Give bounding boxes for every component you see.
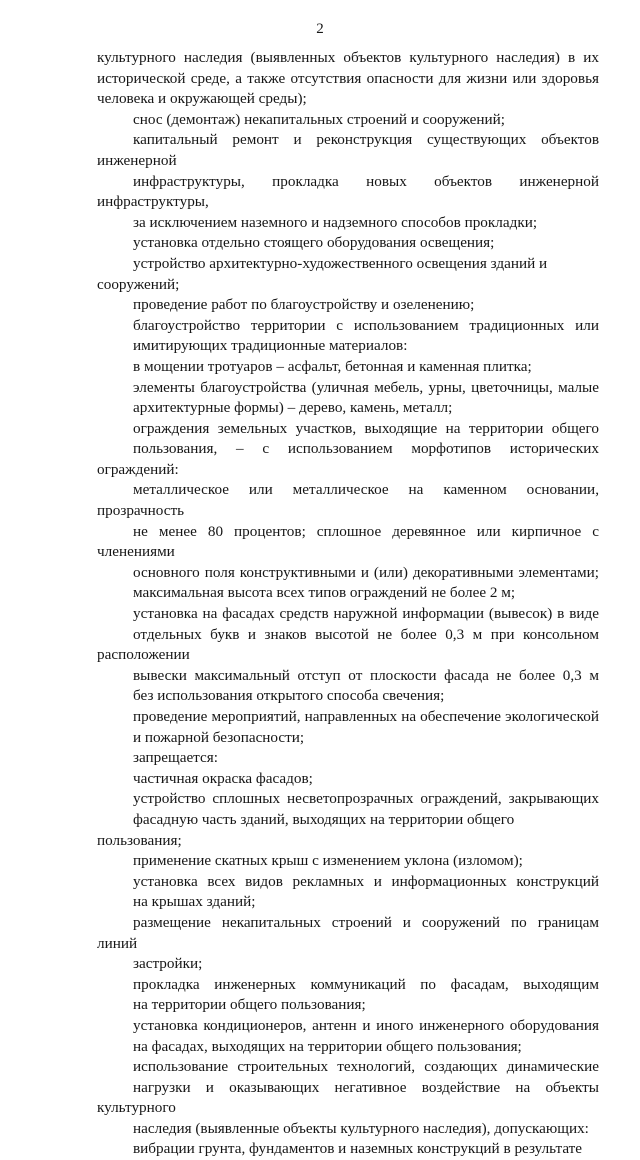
text-line: размещение некапитальных строений и сооружений по границам линий: [97, 913, 599, 952]
paragraph: [97, 604, 599, 707]
text-line: основного поля конструктивными и (или) декоративными элементами;: [133, 563, 599, 581]
paragraph: [97, 130, 599, 233]
text-line: прокладка инженерных коммуникаций по фасадам, выходящим: [133, 975, 599, 993]
paragraph: [97, 707, 599, 748]
text-line: в мощении тротуаров – асфальт, бетонная и каменная плитка;: [133, 357, 532, 375]
text-line: архитектурные формы) – дерево, камень, металл;: [133, 399, 453, 417]
text-line: фасадную часть зданий, выходящих на территории общего пользования;: [97, 810, 515, 849]
text-line: установка кондиционеров, антенн и иного инженерного оборудования: [133, 1016, 599, 1034]
text-line: на крышах зданий;: [133, 893, 256, 911]
text-line: инфраструктуры, прокладка новых объектов инженерной инфраструктуры,: [97, 172, 599, 211]
paragraph: [97, 48, 599, 110]
text-line: устройство архитектурно-художественного освещения зданий и сооружений;: [97, 254, 548, 293]
text-line: на территории общего пользования;: [133, 996, 366, 1014]
text-line: использование строительных технологий, создающих динамические: [133, 1058, 599, 1076]
paragraph: [97, 233, 599, 254]
text-line: применение скатных крыш с изменением уклона (изломом);: [133, 852, 523, 870]
text-line: частичная окраска фасадов;: [133, 769, 313, 787]
paragraph: [97, 872, 599, 913]
text-line: человека и окружающей среды);: [97, 90, 307, 108]
text-line: установка на фасадах средств наружной информации (вывесок) в виде: [133, 605, 599, 623]
text-line: наследия (выявленные объекты культурного наследия), допускающих:: [133, 1119, 589, 1137]
page-number: 2: [316, 21, 324, 37]
paragraph: [97, 913, 599, 975]
text-line: элементы благоустройства (уличная мебель, урны, цветочницы, малые: [133, 378, 599, 396]
text-line: вывески максимальный отступ от плоскости фасада не более 0,3 м: [133, 666, 599, 684]
paragraph: [97, 1139, 599, 1160]
text-line: проведение работ по благоустройству и озеленению;: [133, 296, 475, 314]
paragraph: [97, 110, 599, 131]
paragraph: [97, 748, 599, 769]
document-body: [97, 48, 599, 1160]
text-line: установка отдельно стоящего оборудования освещения;: [133, 234, 495, 252]
text-line: отдельных букв и знаков высотой не более 0,3 м при консольном расположении: [97, 625, 599, 664]
paragraph: [97, 851, 599, 872]
paragraph: [97, 295, 599, 316]
text-line: вибрации грунта, фундаментов и наземных конструкций в результате: [133, 1140, 583, 1158]
text-line: нагрузки и оказывающих негативное воздействие на объекты культурного: [97, 1078, 599, 1117]
text-line: установка всех видов рекламных и информационных конструкций: [133, 872, 599, 890]
text-line: застройки;: [133, 955, 203, 973]
text-line: пользования, – с использованием морфотипов исторических ограждений:: [97, 440, 599, 478]
text-line: не менее 80 процентов; сплошное деревянное или кирпичное с членениями: [97, 522, 599, 561]
paragraph: [97, 254, 599, 295]
paragraph: [97, 789, 599, 851]
paragraph: [97, 378, 599, 419]
text-line: благоустройство территории с использованием традиционных или: [133, 316, 599, 334]
text-line: снос (демонтаж) некапитальных строений и сооружений;: [133, 110, 506, 128]
text-line: максимальная высота всех типов ограждений не более 2 м;: [133, 584, 516, 602]
text-line: без использования открытого способа свечения;: [133, 687, 445, 705]
text-line: исторической среде, а также отсутствия опасности для жизни или здоровья: [97, 69, 599, 87]
text-line: устройство сплошных несветопрозрачных ограждений, закрывающих: [133, 790, 599, 808]
text-line: на фасадах, выходящих на территории общего пользования;: [133, 1037, 522, 1055]
text-line: запрещается:: [133, 749, 218, 767]
paragraph: [97, 316, 599, 357]
text-line: проведение мероприятий, направленных на обеспечение экологической: [133, 708, 599, 725]
text-line: металлическое или металлическое на каменном основании, прозрачность: [97, 481, 599, 520]
paragraph: [97, 1057, 599, 1139]
paragraph: [97, 1016, 599, 1057]
text-line: ограждения земельных участков, выходящие на территории общего: [133, 419, 599, 437]
paragraph: [97, 769, 599, 790]
text-line: имитирующих традиционные материалов:: [133, 337, 408, 355]
text-line: и пожарной безопасности;: [133, 728, 305, 746]
paragraph: [97, 975, 599, 1016]
text-line: за исключением наземного и надземного способов прокладки;: [133, 213, 538, 231]
text-line: культурного наследия (выявленных объектов культурного наследия) в их: [97, 49, 599, 66]
paragraph: [97, 419, 599, 604]
text-line: капитальный ремонт и реконструкция существующих объектов инженерной: [97, 131, 599, 169]
paragraph: [97, 357, 599, 378]
